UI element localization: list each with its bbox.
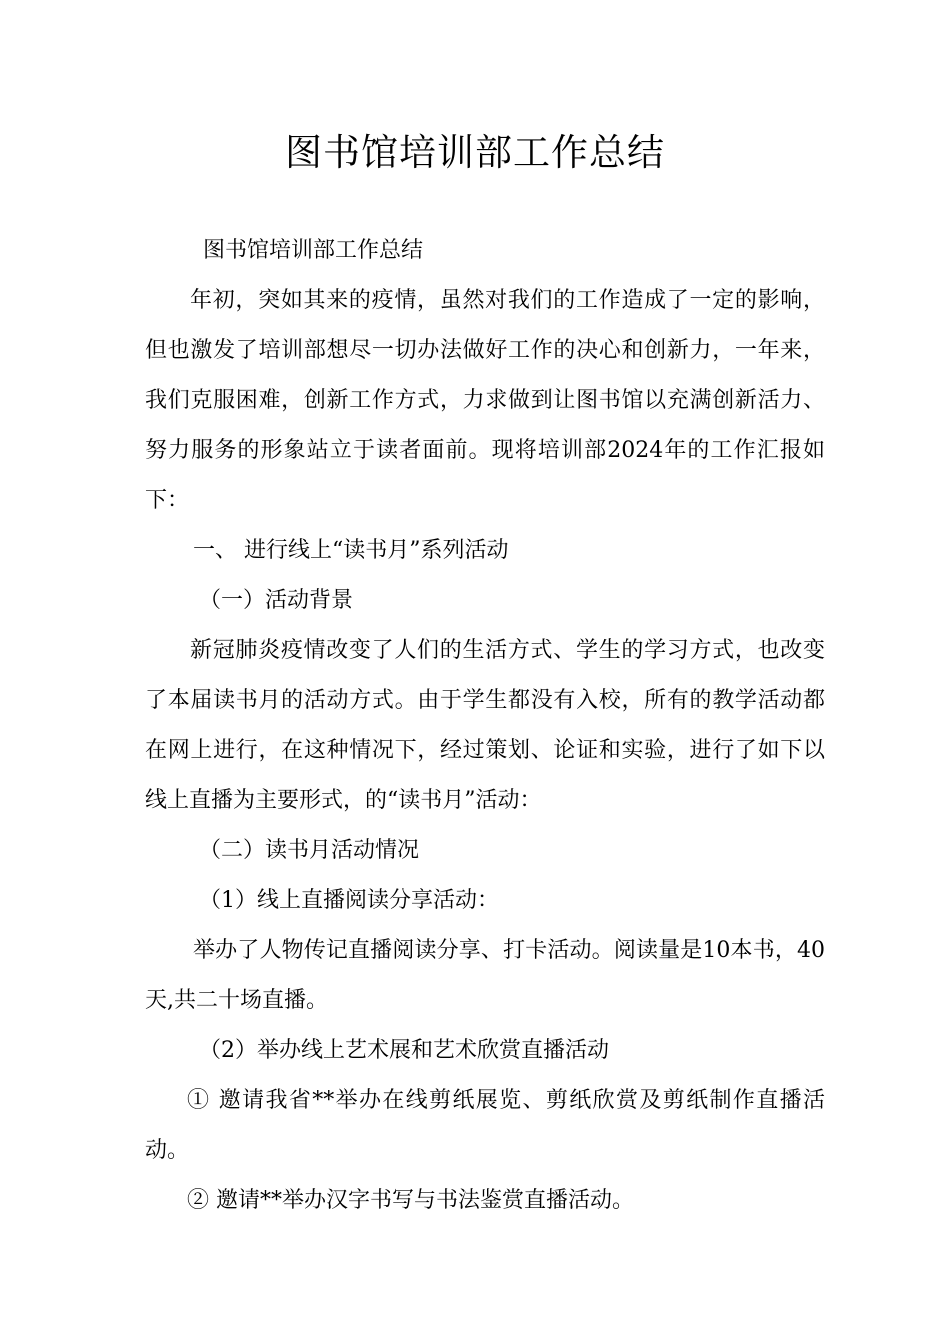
list-item-calligraphy: ② 邀请**举办汉字书写与书法鉴赏直播活动。 [187,1188,634,1213]
list-item-paper-cutting: ① 邀请我省**举办在线剪纸展览、剪纸欣赏及剪纸制作直播活动。 [145,1088,825,1163]
subtitle-paragraph: 图书馆培训部工作总结 [203,238,424,263]
background-paragraph: 新冠肺炎疫情改变了人们的生活方式、学生的学习方式，也改变了本届读书月的活动方式。由于学生都没有入校，所有的教学活动都在网上进行，在这种情况下，经过策划、论证和实验，进行了如下以线上直播为主要形式，的“读书月”活动： [145,638,825,813]
section-heading: 一、 进行线上“读书月”系列活动 [193,538,509,563]
item-heading-reading-sharing: （1）线上直播阅读分享活动： [199,888,499,913]
subsection-heading-background: （一）活动背景 [199,588,354,613]
document-body [145,226,825,1226]
document-title: 图书馆培训部工作总结 [285,131,665,174]
subsection-heading-activities: （二）读书月活动情况 [199,838,420,863]
intro-paragraph: 年初，突如其来的疫情，虽然对我们的工作造成了一定的影响，但也激发了培训部想尽一切办法做好工作的决心和创新力，一年来，我们克服困难，创新工作方式，力求做到让图书馆以充满创新活力、努力服务的形象站立于读者面前。现将培训部2024年的工作汇报如下： [145,288,825,513]
reading-sharing-paragraph: 举办了人物传记直播阅读分享、打卡活动。阅读量是10本书，40天,共二十场直播。 [145,938,825,1013]
item-heading-art-exhibition: （2）举办线上艺术展和艺术欣赏直播活动 [199,1038,609,1063]
